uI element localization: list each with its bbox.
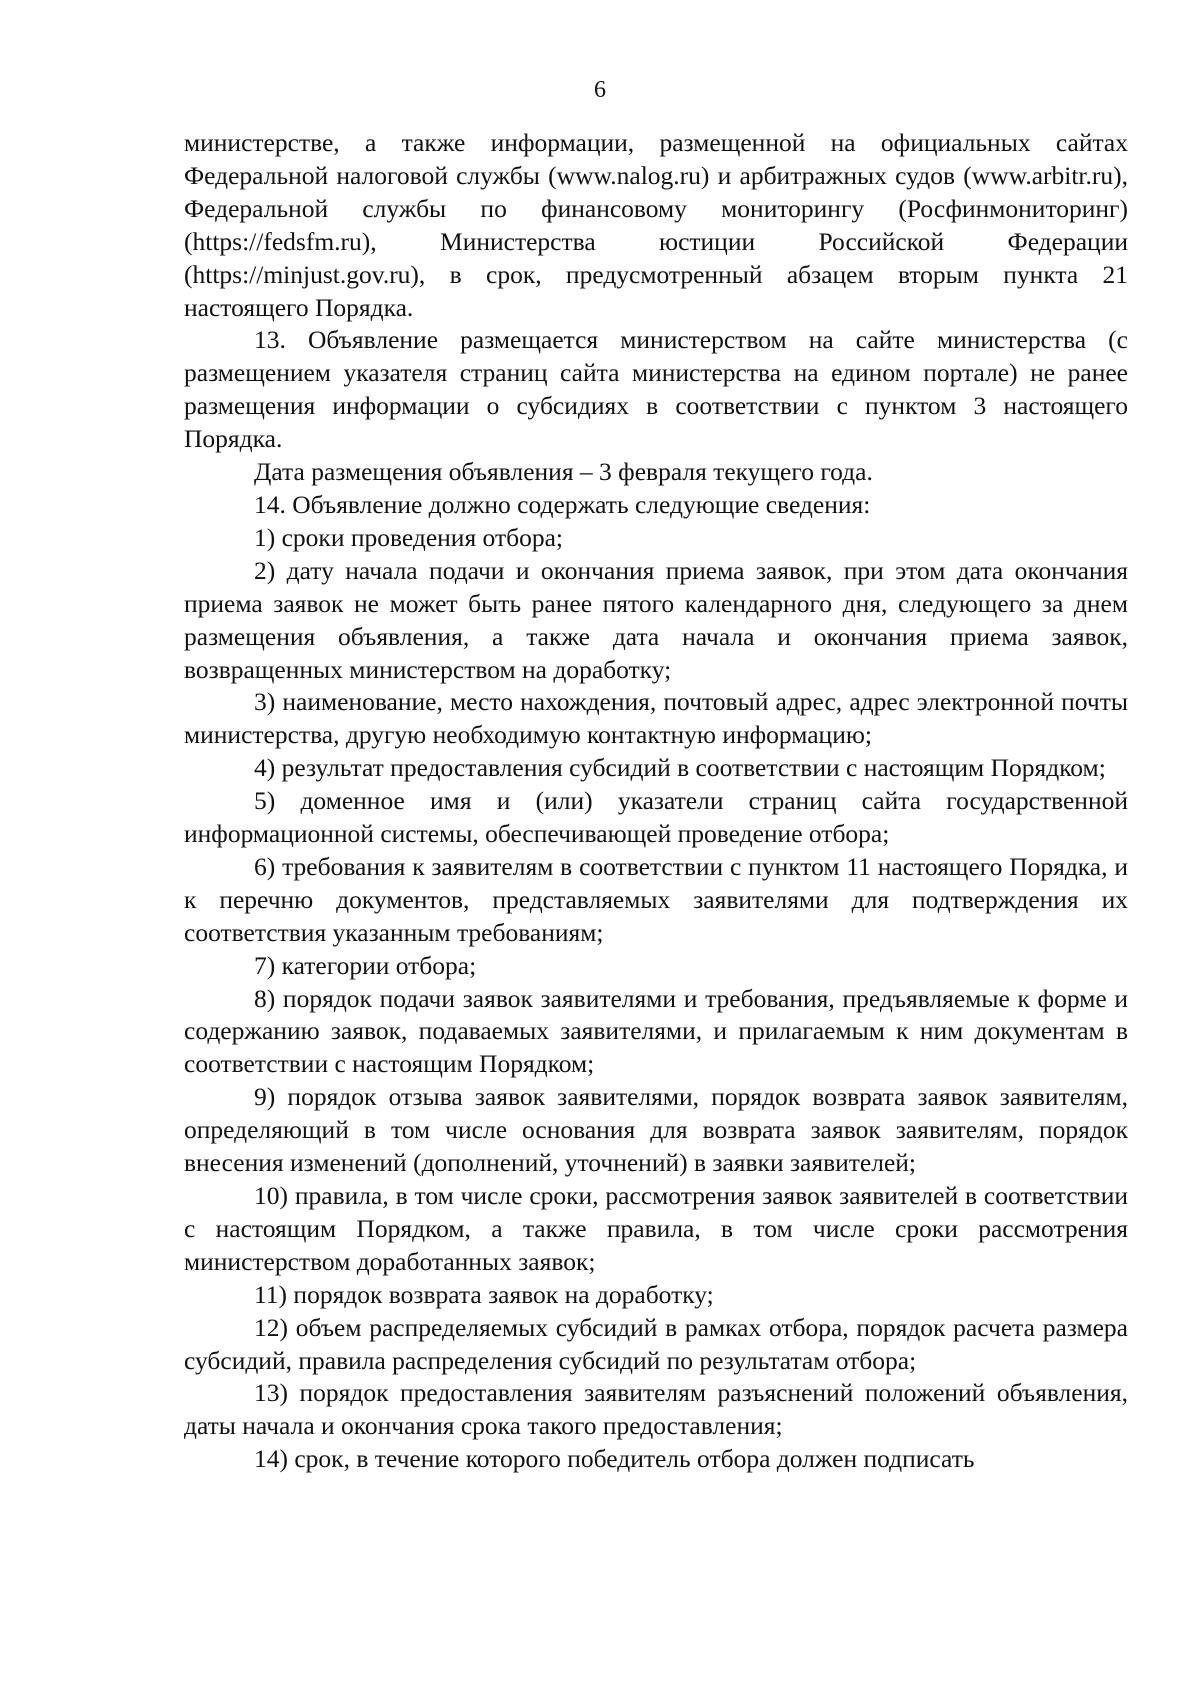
page-number: 6 [594,77,606,103]
paragraph-item-14: 14. Объявление должно содержать следующие сведения: [254,489,871,519]
list-item-8: 8) порядок подачи заявок заявителями и требования, предъявляемые к форме и содержанию заявок, подаваемых заявителями, и прилагаемым к ним документам в соответствии с настоящим Порядком; [184,983,1128,1079]
list-item-14: 14) срок, в течение которого победитель отбора должен подписать [254,1444,975,1474]
list-item-5: 5) доменное имя и (или) указатели страниц сайта государственной информационной системы, обеспечивающей проведение отбора; [184,786,1128,849]
list-item-10: 10) правила, в том числе сроки, рассмотрения заявок заявителей в соответствии с настоящим Порядком, а также правила, в том числе сроки рассмотрения министерством доработанных заявок; [184,1181,1128,1276]
list-item-7: 7) категории отбора; [254,950,477,980]
list-item-9: 9) порядок отзыва заявок заявителями, порядок возврата заявок заявителям, определяющий в том числе основания для возврата заявок заявителям, порядок внесения изменений (дополнений, уточнений) в заявки заявителей; [184,1082,1128,1178]
list-item-1: 1) сроки проведения отбора; [254,522,563,552]
list-item-13: 13) порядок предоставления заявителям разъяснений положений объявления, даты начала и окончания срока такого предоставления; [184,1378,1128,1441]
document-body [184,127,1128,1476]
list-item-2: 2) дату начала подачи и окончания приема заявок, при этом дата окончания приема заявок не может быть ранее пятого календарного дня, следующего за днем размещения объявления, а также дата начала и окончания приема заявок, возвращенных министерством на доработку; [184,555,1128,684]
paragraph-item-13: 13. Объявление размещается министерством на сайте министерства (с размещением указателя страниц сайта министерства на едином портале) не ранее размещения информации о субсидиях в соответствии с пунктом 3 настоящего Порядка. [184,325,1128,454]
list-item-12: 12) объем распределяемых субсидий в рамках отбора, порядок расчета размера субсидий, правила распределения субсидий по результатам отбора; [184,1312,1128,1375]
paragraph-continuation: министерстве, а также информации, размещенной на официальных сайтах Федеральной налоговой службы (www.nalog.ru) и арбитражных судов (www.arbitr.ru), Федеральной службы по финансовому мониторингу (Росфинмониторинг) (https://fedsfm.ru), Министерства юстиции Российской Федерации (https://minjust.gov.ru), в срок, предусмотренный абзацем вторым пункта 21 настоящего Порядка. [184,128,1128,322]
list-item-4: 4) результат предоставления субсидий в соответствии с настоящим Порядком; [254,753,1106,783]
paragraph-announcement-date: Дата размещения объявления – 3 февраля текущего года. [254,457,873,487]
list-item-3: 3) наименование, место нахождения, почтовый адрес, адрес электронной почты министерства, другую необходимую контактную информацию; [184,687,1128,750]
list-item-6: 6) требования к заявителям в соответствии с пунктом 11 настоящего Порядка, и к перечню документов, представляемых заявителями для подтверждения их соответствия указанным требованиям; [184,851,1128,947]
list-item-11: 11) порядок возврата заявок на доработку; [254,1279,714,1309]
